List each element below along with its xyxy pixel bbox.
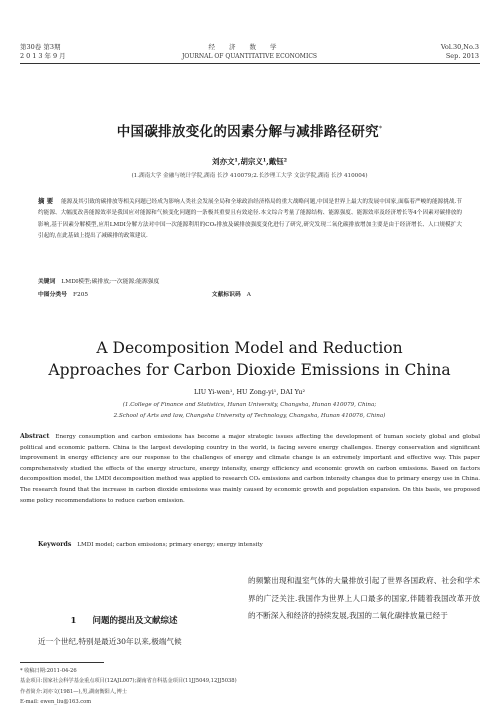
- clc-value: F205: [73, 292, 89, 298]
- title-en-line1: A Decomposition Model and Reduction: [96, 339, 403, 357]
- keywords-cn-text: LMDI模型;碳排放;一次能源;能源强度: [61, 279, 160, 285]
- abstract-en-text: Energy consumption and carbon emissions has become a major strategic issues affecting the development of human society global and global political and economic pattern. China is the largest developing country in the world, is facing severe energy challenges. Energy conservation and significant improvement in energy efficiency are our response to the challenges of energy and climate change is an extremely important and effective way. This paper comprehensively studied the effects of the energy structure, energy intensity, energy efficiency and economic growth on carbon emissions. Based on factors decomposition model, the LMDI decomposition method was applied to research CO₂ emissions and carbon intensity changes due to primary energy use in China. The research found that the increase in carbon dioxide emissions was mainly caused by economic growth and population expansion. On this basis, we proposed some policy recommendations to reduce carbon emission.: [20, 434, 480, 504]
- section-title: 问题的提出及文献综述: [92, 616, 178, 626]
- section-heading: [20, 614, 228, 626]
- footnote: [20, 666, 460, 707]
- classification-line: [38, 289, 251, 298]
- keywords-en: [38, 541, 263, 548]
- keywords-en-label: Keywords: [38, 541, 72, 548]
- header-date-cn: 2013年9月: [20, 52, 68, 60]
- abstract-en: [20, 432, 480, 506]
- keywords-cn: [38, 276, 159, 285]
- keywords-cn-label: 关键词: [38, 279, 56, 285]
- header-journal-cn: 经济数学: [208, 43, 291, 51]
- authors-cn: 刘亦文¹,胡宗义¹,戴钰²: [211, 157, 288, 166]
- affiliation-en-1: (1.College of Finance and Statistics, Hunan University, Changsha, Hunan 410079, China;: [122, 402, 377, 408]
- abstract-cn-label: 摘 要: [38, 197, 54, 205]
- footnote-author: 作者简介:刘亦文(1981—),男,湖南衡阳人,博士: [20, 688, 127, 695]
- footnote-email: E-mail: ewen_liu@163.com: [20, 698, 92, 705]
- header-rule: [20, 63, 480, 64]
- doc-code-label: 文献标识码: [211, 292, 241, 298]
- abstract-cn-text: 能源及其引致的碳排放等相关问题已经成为影响人类社会发展全局和全球政治经济格局的重大战略问题,中国是世界上最大的发展中国家,面临着严峻的能源挑战.节约能源、大幅度改善能源效率是我国应对能源和气候变化问题的一条极其重要且有效途径.本文综合考量了能源结构、能源强度、能源效率及经济增长等4个因素对碳排放的影响,基于因素分解模型,应用LMDI分解方法对中国一次能源利用的CO₂排放及碳排放强度变化进行了研究,研究发现二氧化碳排放增加主要是由于经济增长、人口规模扩大引起的,在此基础上提出了减碳排的政策建议.: [38, 199, 462, 240]
- affiliation-en-2: 2.School of Arts and law, Changsha University of Technology, Changsha, Hunan 410076, China): [113, 413, 386, 419]
- body-left-column: 近一个世纪,特别是最近30年以来,极端气候: [38, 637, 182, 646]
- body-right-column: 的频繁出现和温室气体的大量排放引起了世界各国政府、社会和学术界的广泛关注.我国作为世界上人口最多的国家,伴随着我国改革开放的不断深入和经济的持续发展,我国的二氧化碳排放量已经于: [248, 576, 480, 620]
- authors-en: LIU Yi-wen¹, HU Zong-yi¹, DAI Yu²: [193, 388, 306, 396]
- header-volume-issue: 第30卷 第3期: [20, 43, 61, 51]
- affiliation-cn: (1.湖南大学 金融与统计学院,湖南 长沙 410079;2.长沙理工大学 文法学院,湖南 长沙 410004): [131, 173, 368, 179]
- header-journal-en: JOURNAL OF QUANTITATIVE ECONOMICS: [181, 53, 318, 60]
- title-cn-text: 中国碳排放变化的因素分解与减排路径研究: [116, 124, 379, 140]
- title-mark: *: [378, 125, 383, 133]
- doc-code-value: A: [246, 292, 251, 298]
- keywords-en-text: LMDI model; carbon emissions; primary energy; energy intensity: [77, 542, 263, 548]
- header-volume-issue-en: Vol.30,No.3: [440, 43, 479, 51]
- header-date-en: Sep. 2013: [445, 52, 479, 60]
- footnote-received: * 收稿日期:2011-04-26: [20, 668, 77, 674]
- title-cn: [0, 120, 499, 140]
- footnote-fund: 基金项目:国家社会科学基金重点项目(12AJL007);湖南省自科基金项目(11JJ5049,12JJ5038): [20, 678, 237, 685]
- title-en-line2: Approaches for Carbon Dioxide Emissions in China: [48, 361, 451, 379]
- abstract-cn: [38, 196, 462, 243]
- abstract-en-label: Abstract: [20, 433, 50, 440]
- section-number: 1: [70, 616, 77, 626]
- clc-label: 中图分类号: [38, 292, 67, 298]
- footnote-rule: [20, 662, 104, 663]
